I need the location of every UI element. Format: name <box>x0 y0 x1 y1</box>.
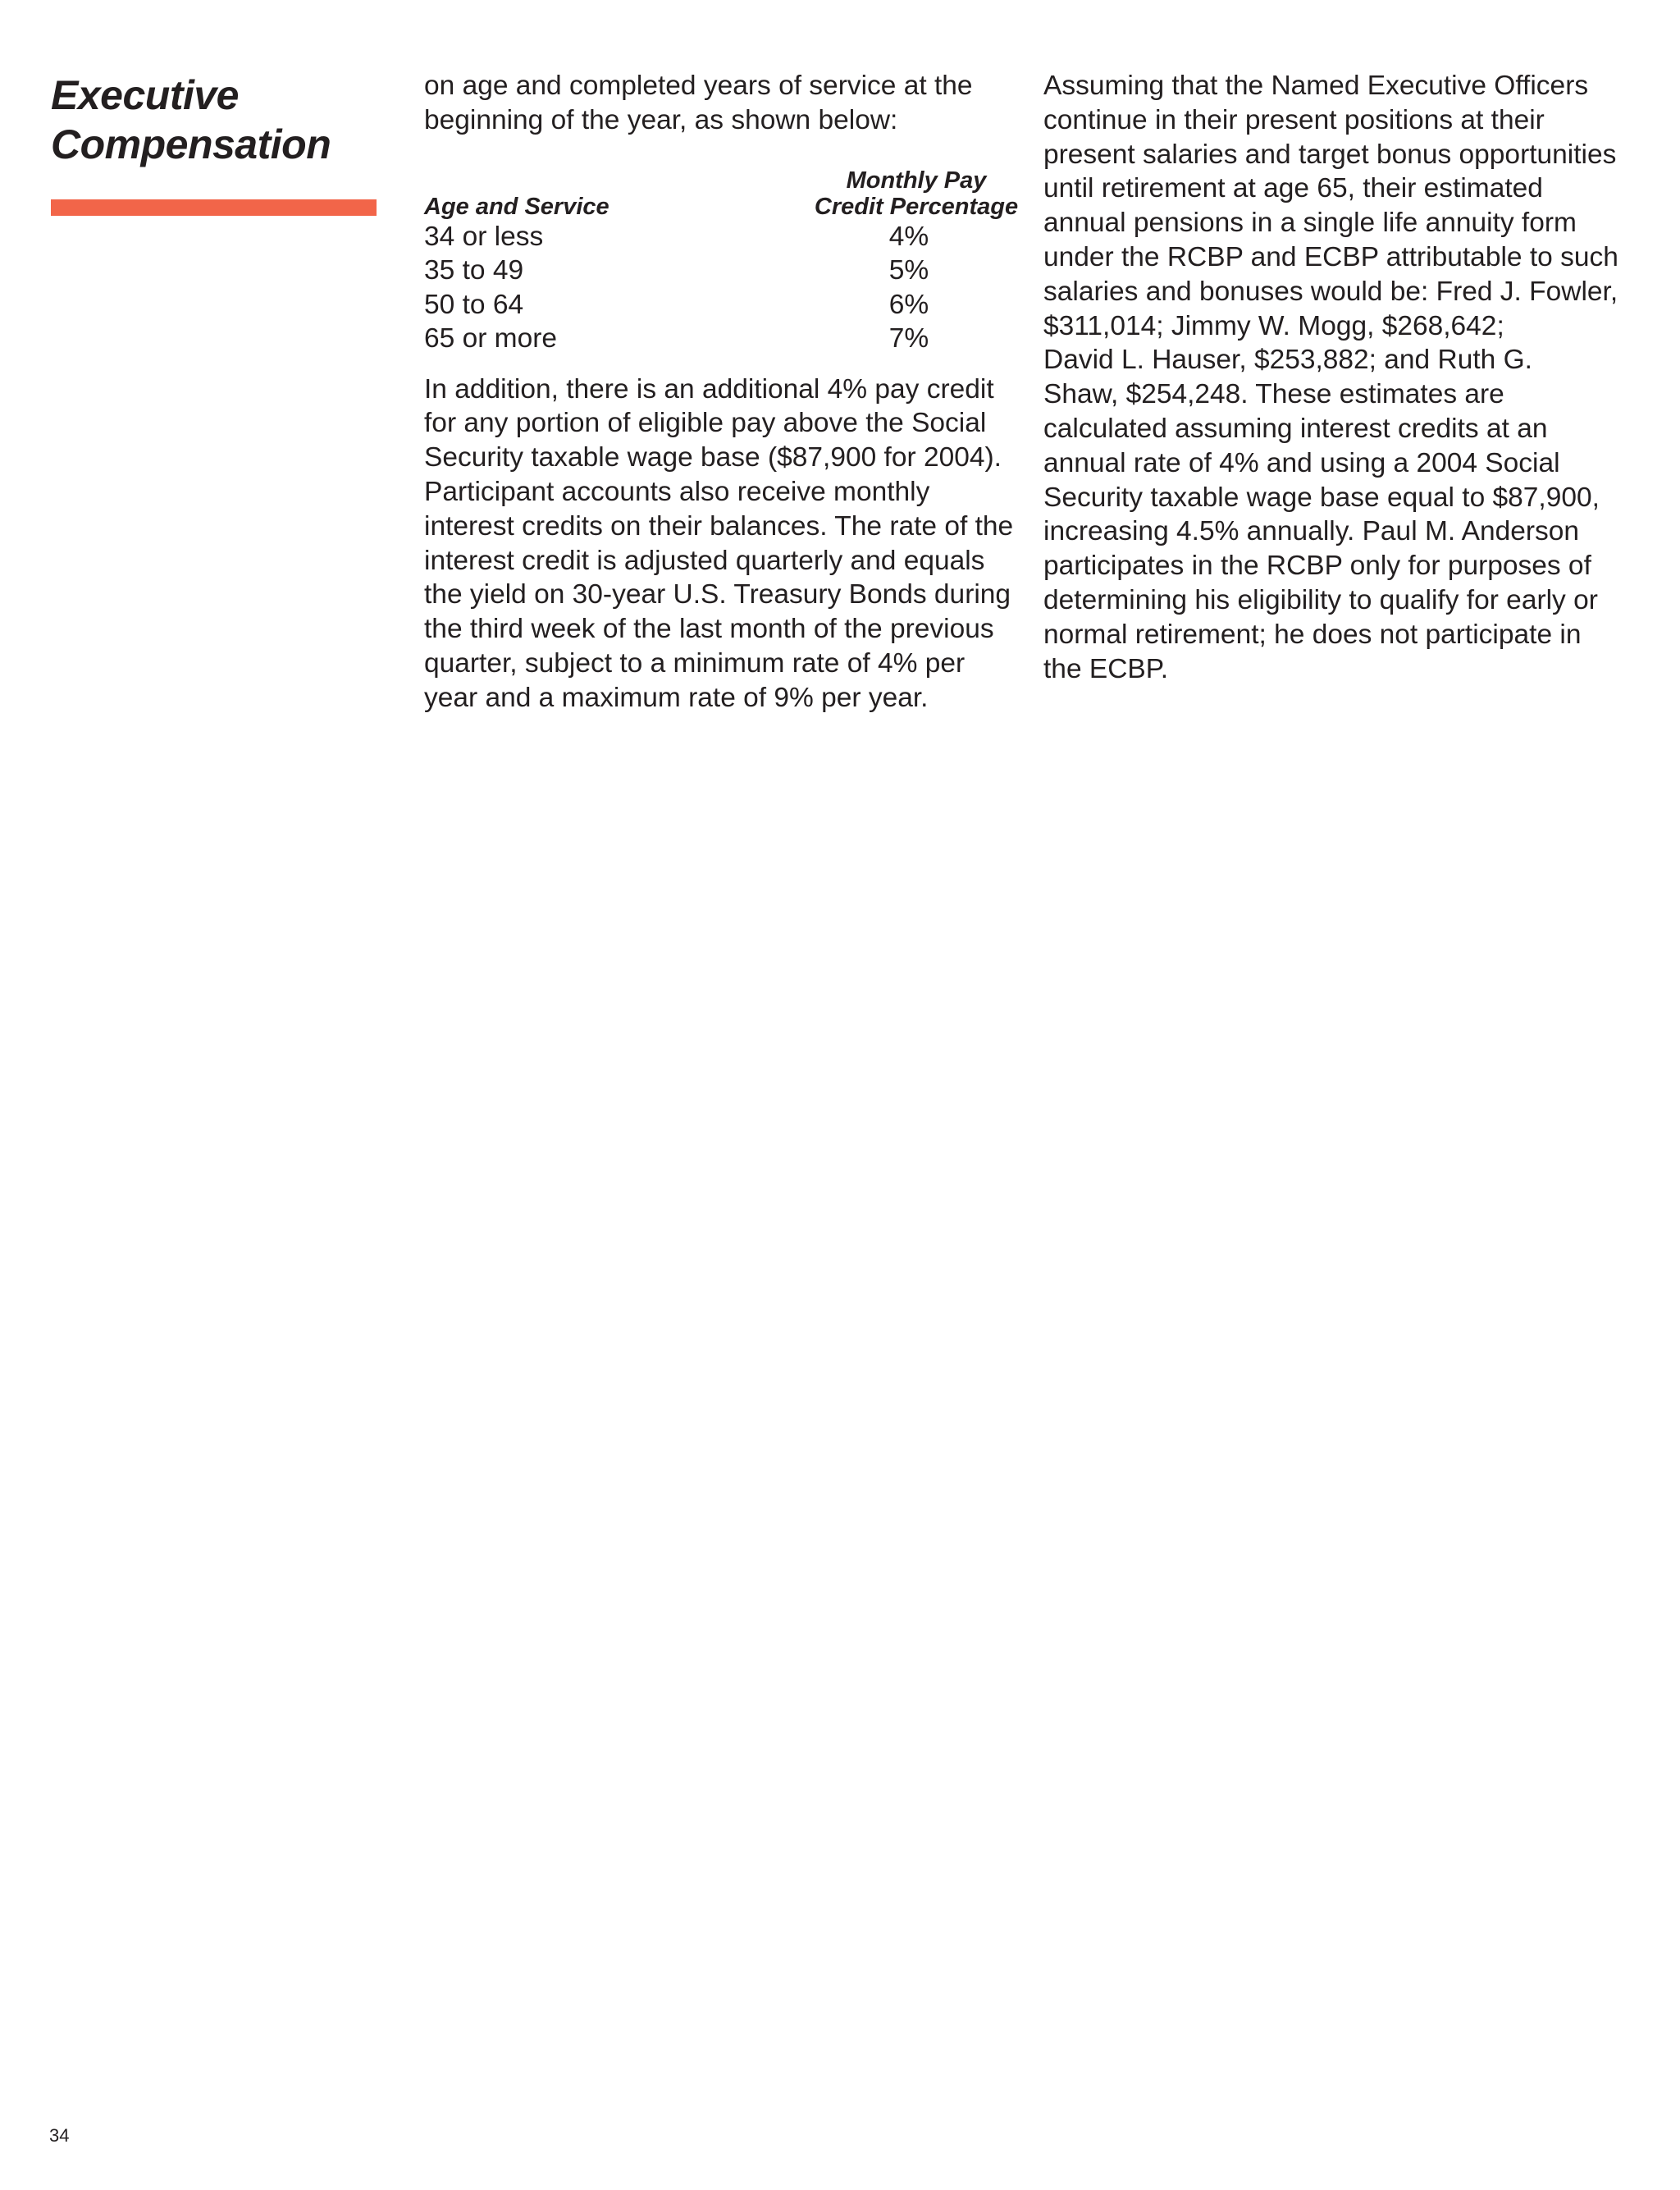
text-line: year and a maximum rate of 9% per year. <box>424 682 929 713</box>
text-line: David L. Hauser, $253,882; and Ruth G. <box>1043 345 1532 376</box>
text-line: normal retirement; he does not participate in <box>1043 619 1582 650</box>
middle-column <box>424 69 1023 716</box>
text-line: on age and completed years of service at the <box>424 71 973 101</box>
text-line: the third week of the last month of the previous <box>424 614 994 645</box>
header-credit-line1: Monthly Pay <box>846 167 987 194</box>
pay-credit-table <box>424 167 1019 356</box>
section-title <box>51 71 395 169</box>
text-line: the yield on 30-year U.S. Treasury Bonds during <box>424 579 1011 610</box>
text-line: the ECBP. <box>1043 653 1169 684</box>
text-line: Shaw, $254,248. These estimates are <box>1043 379 1504 410</box>
accent-bar <box>51 199 377 216</box>
text-line: participates in the RCBP only for purposes of <box>1043 551 1591 582</box>
text-line: Assuming that the Named Executive Officers <box>1043 71 1589 101</box>
header-credit-percentage <box>814 167 1019 220</box>
text-line: $311,014; Jimmy W. Mogg, $268,642; <box>1043 310 1504 341</box>
text-line: quarter, subject to a minimum rate of 4% per <box>424 647 966 679</box>
intro-text <box>424 69 1023 138</box>
header-age-and-service: Age and Service <box>424 193 609 220</box>
text-line: salaries and bonuses would be: Fred J. Fowler, <box>1043 276 1618 307</box>
text-line: beginning of the year, as shown below: <box>424 104 898 135</box>
text-line: interest credits on their balances. The rate of the <box>424 510 1014 542</box>
cell-pct: 4% <box>888 221 929 252</box>
text-line: interest credit is adjusted quarterly and equals <box>424 545 985 576</box>
table-row <box>424 220 1019 254</box>
cell-age: 50 to 64 <box>424 289 524 320</box>
text-line: calculated assuming interest credits at an <box>1043 413 1548 444</box>
table-row <box>424 254 1019 288</box>
text-line: under the RCBP and ECBP attributable to such <box>1043 241 1618 272</box>
text-line: annual pensions in a single life annuity form <box>1043 208 1577 239</box>
pay-credit-paragraph <box>424 373 1023 716</box>
text-line: continue in their present positions at their <box>1043 104 1545 135</box>
section-title-line1: Executive <box>51 72 239 118</box>
text-line: Security taxable wage base equal to $87,900, <box>1043 482 1600 513</box>
text-line: until retirement at age 65, their estimated <box>1043 173 1543 204</box>
cell-pct: 5% <box>888 255 929 286</box>
text-line: increasing 4.5% annually. Paul M. Anderson <box>1043 516 1580 547</box>
table-row <box>424 288 1019 322</box>
section-title-line2: Compensation <box>51 121 331 167</box>
cell-age: 65 or more <box>424 323 557 354</box>
text-line: In addition, there is an additional 4% pay credit <box>424 373 994 405</box>
cell-age: 34 or less <box>424 221 544 252</box>
text-line: for any portion of eligible pay above the Social <box>424 408 987 439</box>
table-row <box>424 322 1019 356</box>
text-line: Participant accounts also receive monthly <box>424 476 930 507</box>
table-header-row <box>424 167 1019 220</box>
text-line: determining his eligibility to qualify for early or <box>1043 584 1598 615</box>
cell-age: 35 to 49 <box>424 255 524 286</box>
cell-pct: 6% <box>888 289 929 320</box>
pension-estimates-paragraph <box>1043 69 1650 686</box>
header-credit-line2: Credit Percentage <box>814 193 1019 220</box>
page-number: 34 <box>49 2125 70 2146</box>
right-column <box>1043 69 1650 686</box>
cell-pct: 7% <box>888 323 929 354</box>
text-line: Security taxable wage base ($87,900 for 2004). <box>424 442 1002 473</box>
text-line: annual rate of 4% and using a 2004 Social <box>1043 447 1560 478</box>
text-line: present salaries and target bonus opportunities <box>1043 139 1617 170</box>
